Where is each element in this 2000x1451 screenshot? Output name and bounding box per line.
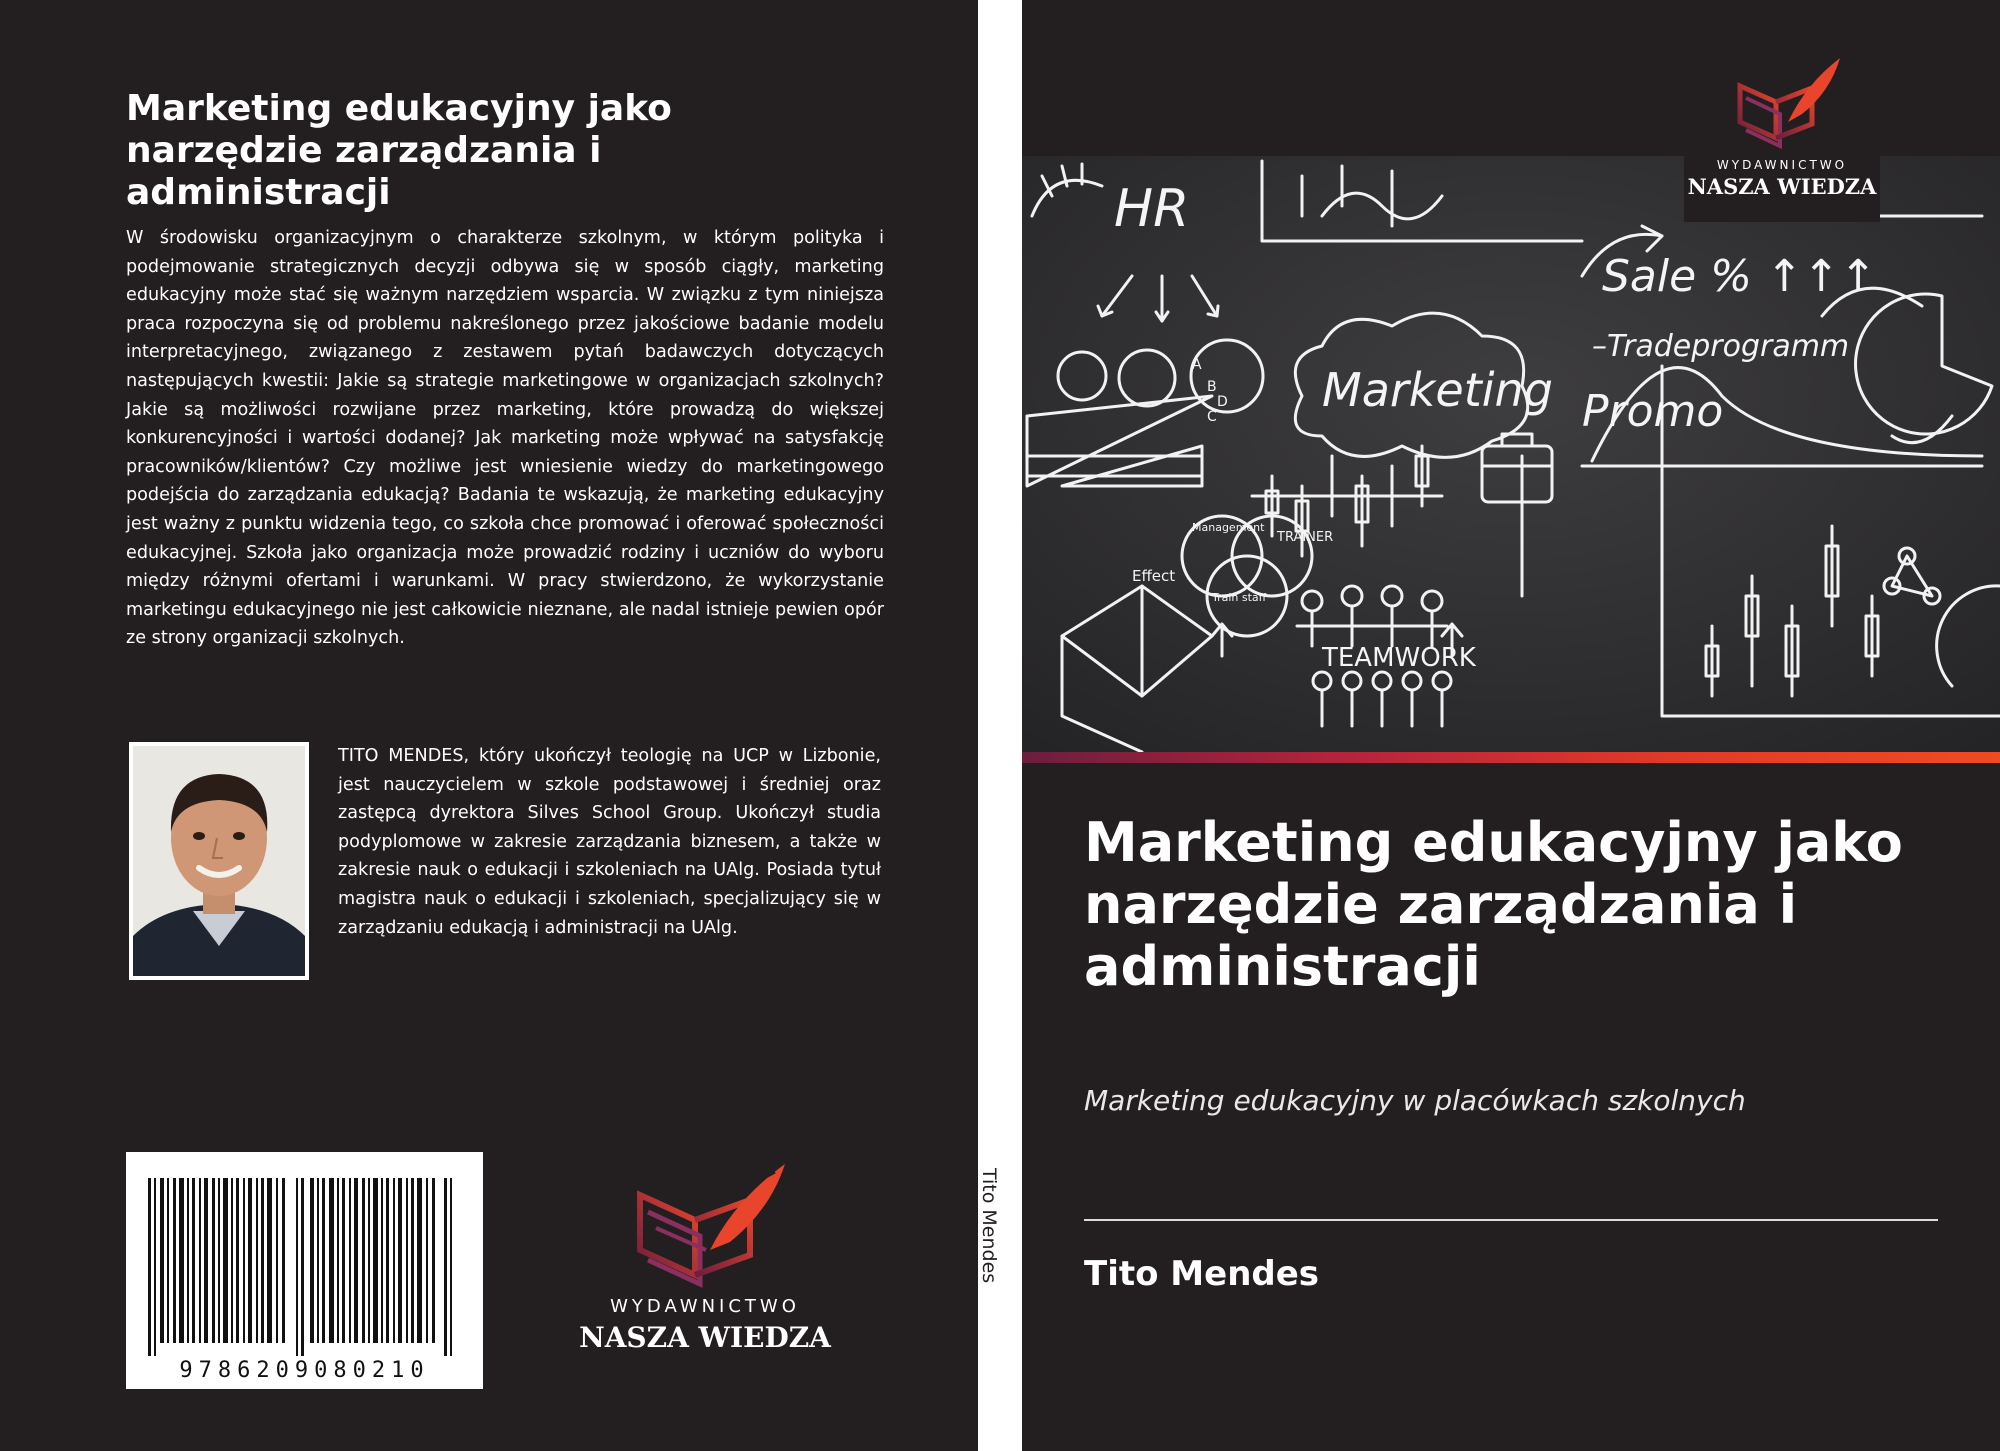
chalk-label-d: D (1217, 394, 1228, 410)
front-cover-author: Tito Mendes (1084, 1254, 1320, 1294)
back-publisher-logo (560, 1150, 850, 1370)
chalk-label-a: A (1192, 357, 1202, 373)
publisher-book-quill-icon (560, 1150, 850, 1290)
chalk-word-management: Management (1192, 521, 1265, 534)
chalk-word-teamwork: TEAMWORK (1322, 643, 1476, 673)
author-portrait-image (133, 746, 305, 976)
publisher-book-quill-icon (1684, 52, 1880, 152)
chalk-word-train-staff: Train staff (1212, 591, 1267, 604)
author-bio: TITO MENDES, który ukończył teologię na UCP w Lizbonie, jest nauczycielem w szkole podstawowej i średniej oraz zastępcą dyrektora Silves School Group. Ukończył studia podyplomowe w zakresie zarządzania biznesem, a także w zakresie nauk o edukacji i szkoleniach na UAlg. Posiada tytuł magistra nauk o edukacji i szkoleniach, specjalizujący się w zarządzaniu edukacją i administracji na UAlg. (338, 746, 881, 938)
spine-author: Tito Mendes (978, 1168, 1000, 1284)
marketing-doodles-image (1022, 156, 2000, 752)
isbn-number: 9786209080210 (179, 1358, 430, 1383)
chalk-word-tradeprogramm: –Tradeprogramm (1592, 329, 1850, 364)
chalk-word-trainer: TRAINER (1277, 530, 1334, 545)
front-publisher-label-small: WYDAWNICTWO (1716, 158, 1848, 172)
back-cover-blurb: W środowisku organizacyjnym o charakterze szkolnym, w którym polityka i podejmowanie strategicznych decyzji odbywa się w sposób ciągły, marketing edukacyjny może stać się ważnym narzędziem wsparcia. W związku z tym niniejsza praca rozpoczyna się od problemu nakreślonego przez jakościowe badanie modelu interpretacyjnego, związanego z zestawem pytań badawczych dotyczących następujących kwestii: Jakie są strategie marketingowe w organizacjach szkolnych? Jakie są możliwości rozwijane przez marketing, które prowadzą do większej konkurencyjności i wartości dodanej? Jak marketing może wpływać na satysfakcję pracowników/klientów? Czy możliwe jest wniesienie wiedzy do marketingowego podejścia do zarządzania edukacją? Badania te wskazują, że marketing edukacyjny jest ważny z punktu widzenia tego, co szkoła chce promować i oferować społeczności edukacyjnej. Szkoła jako organizacja może prowadzić rodziny i uczniów do wyboru między różnymi ofertami i warunkami. W pracy stwierdzono, że wykorzystanie marketingu edukacyjnego nie jest całkowicie nieznane, ale nadal istnieje pewien opór ze strony organizacji szkolnych. (126, 228, 884, 649)
chalk-word-effect: Effect (1132, 567, 1176, 585)
chalk-label-c: C (1207, 409, 1217, 425)
isbn-barcode (126, 1152, 483, 1389)
author-photo (129, 742, 309, 980)
publisher-label-big: NASZA WIEDZA (579, 1321, 831, 1354)
chalk-label-b: B (1207, 379, 1217, 395)
chalk-word-sale: Sale % ↑↑↑ (1602, 251, 1877, 302)
title-divider (1084, 1219, 1938, 1221)
front-cover-subtitle: Marketing edukacyjny w placówkach szkolnych (1084, 1084, 1746, 1117)
chalk-word-hr: HR (1114, 179, 1190, 239)
barcode-bars (126, 1152, 483, 1357)
chalkboard-illustration (1022, 156, 2000, 752)
publisher-label-small: WYDAWNICTWO (610, 1296, 800, 1317)
front-cover-title: Marketing edukacyjny jako narzędzie zarządzania i administracji (1084, 811, 1903, 998)
accent-stripe (1022, 752, 2000, 763)
chalk-word-promo: Promo (1582, 386, 1724, 437)
front-publisher-label-big: NASZA WIEDZA (1687, 174, 1877, 199)
back-cover-title: Marketing edukacyjny jako narzędzie zarządzania i administracji (126, 88, 672, 213)
front-publisher-logo (1684, 52, 1880, 222)
chalk-word-marketing: Marketing (1322, 363, 1553, 417)
